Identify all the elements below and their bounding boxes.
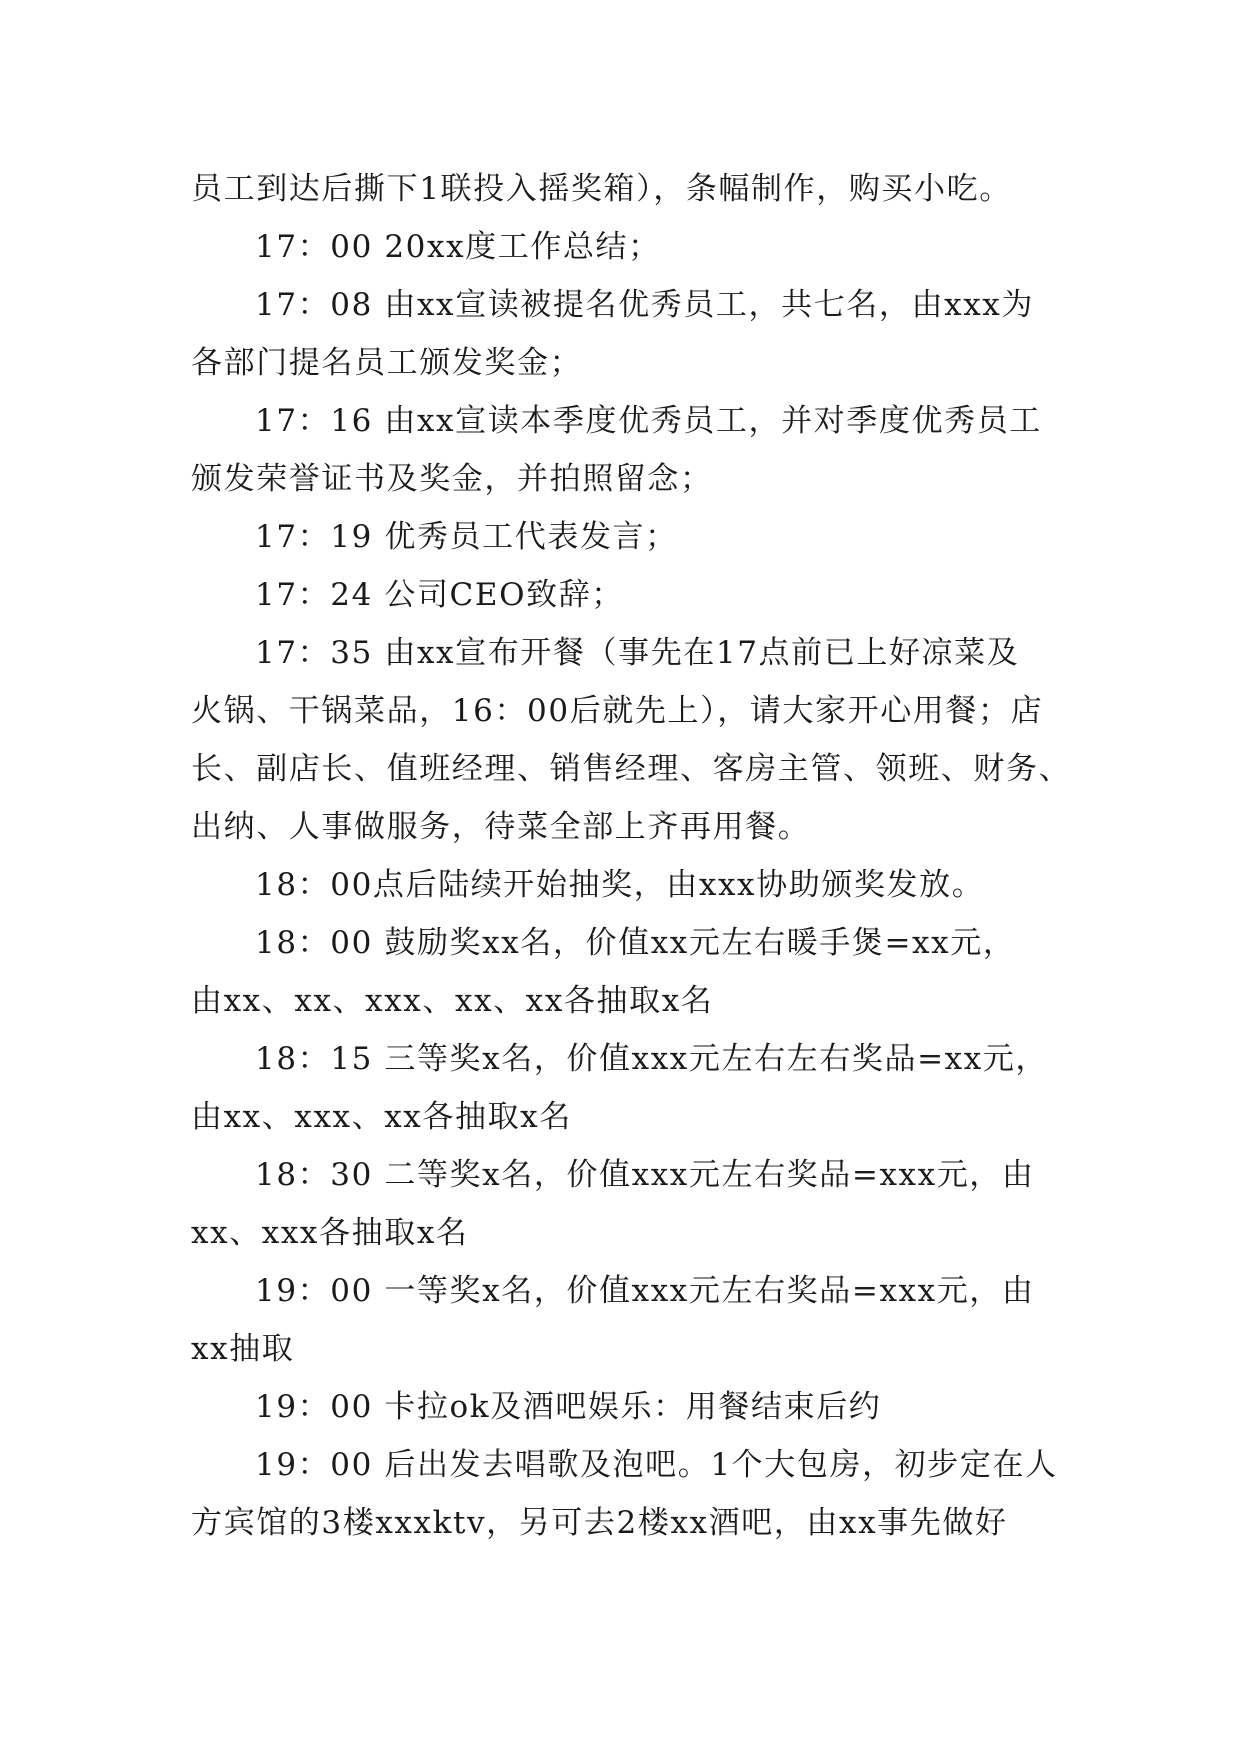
paragraph <box>191 160 1081 218</box>
text-line: 由xx、xxx、xx各抽取x名 <box>191 1099 572 1135</box>
text-line: 17：19 优秀员工代表发言； <box>255 519 678 555</box>
paragraph <box>191 1436 1081 1552</box>
document-body <box>191 160 1081 1552</box>
text-line: 17：00 20xx度工作总结； <box>255 229 661 265</box>
text-line: 员工到达后撕下1联投入摇奖箱），条幅制作，购买小吃。 <box>191 171 1012 207</box>
paragraph <box>191 1378 1081 1436</box>
text-line: 19：00 后出发去唱歌及泡吧。1个大包房，初步定在人 <box>255 1447 1058 1483</box>
text-line: 长、副店长、值班经理、销售经理、客房主管、领班、财务、 <box>191 751 1072 787</box>
paragraph <box>191 914 1081 1030</box>
text-line: 18：00 鼓励奖xx名，价值xx元左右暖手煲=xx元， <box>255 925 1016 961</box>
paragraph <box>191 1030 1081 1146</box>
text-line: 颁发荣誉证书及奖金，并拍照留念； <box>191 461 713 497</box>
paragraph <box>191 392 1081 508</box>
text-line: 18：00点后陆续开始抽奖，由xxx协助颁奖发放。 <box>255 867 985 903</box>
paragraph <box>191 566 1081 624</box>
text-line: 出纳、人事做服务，待菜全部上齐再用餐。 <box>191 809 811 845</box>
text-line: 由xx、xx、xxx、xx、xx各抽取x名 <box>191 983 714 1019</box>
text-line: xx抽取 <box>191 1331 295 1367</box>
text-line: 17：24 公司CEO致辞； <box>255 577 624 613</box>
paragraph <box>191 1262 1081 1378</box>
text-line: xx、xxx各抽取x名 <box>191 1215 469 1251</box>
text-line: 18：30 二等奖x名，价值xxx元左右奖品=xxx元，由 <box>255 1157 1035 1193</box>
paragraph <box>191 508 1081 566</box>
paragraph <box>191 856 1081 914</box>
text-line: 17：08 由xx宣读被提名优秀员工，共七名，由xxx为 <box>255 287 1034 323</box>
text-line: 火锅、干锅菜品，16：00后就先上），请大家开心用餐；店 <box>191 693 1044 729</box>
paragraph <box>191 218 1081 276</box>
paragraph <box>191 624 1081 856</box>
text-line: 方宾馆的3楼xxxktv，另可去2楼xx酒吧，由xx事先做好 <box>191 1505 1008 1541</box>
text-line: 各部门提名员工颁发奖金； <box>191 345 583 381</box>
text-line: 19：00 卡拉ok及酒吧娱乐：用餐结束后约 <box>255 1389 882 1425</box>
text-line: 17：35 由xx宣布开餐（事先在17点前已上好凉菜及 <box>255 635 1020 671</box>
paragraph <box>191 1146 1081 1262</box>
paragraph <box>191 276 1081 392</box>
text-line: 17：16 由xx宣读本季度优秀员工，并对季度优秀员工 <box>255 403 1042 439</box>
text-line: 18：15 三等奖x名，价值xxx元左右左右奖品=xx元， <box>255 1041 1049 1077</box>
text-line: 19：00 一等奖x名，价值xxx元左右奖品=xxx元，由 <box>255 1273 1035 1309</box>
